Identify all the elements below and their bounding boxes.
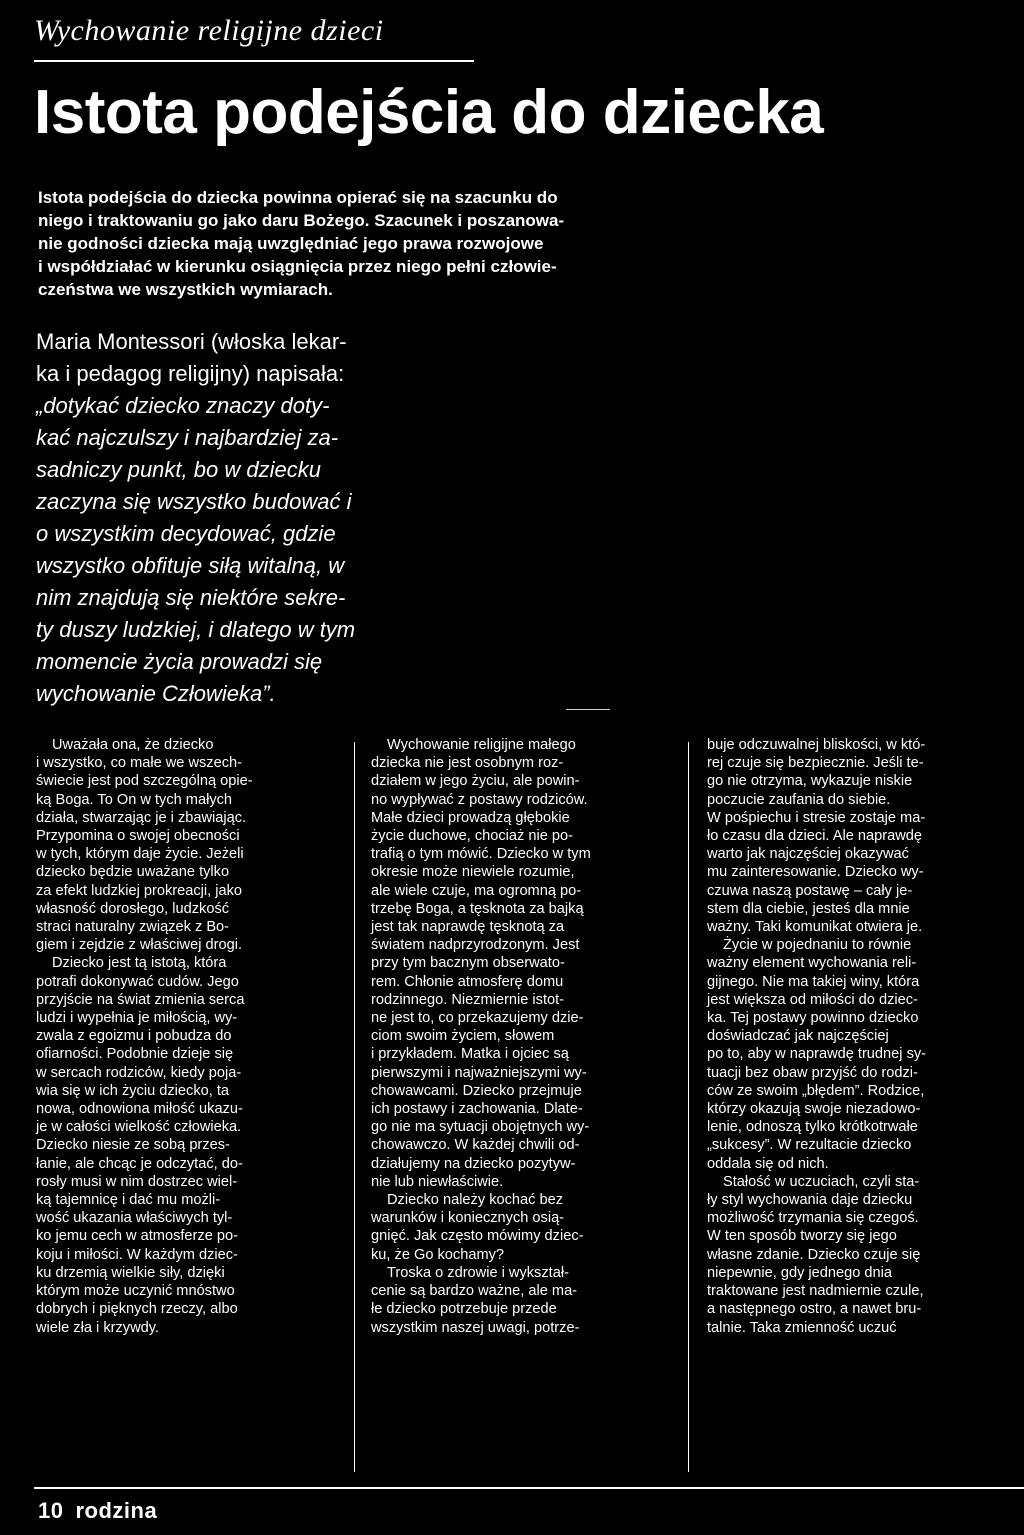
column-line: rej czuje się bezpiecznie. Jeśli te- (707, 755, 924, 772)
column-line: a następnego ostro, a nawet bru- (707, 1301, 922, 1318)
column-line: ich postawy i zachowania. Dlate- (371, 1101, 583, 1118)
column-line: Uważała ona, że dziecko (52, 737, 214, 753)
lead-line: nie godności dziecka mają uwzględniać jego prawa rozwojowe (38, 234, 544, 253)
column-line: tuacji bez obaw przyjść do rodzi- (707, 1064, 918, 1081)
column-line: łanie, ale chcąc je odczytać, do- (36, 1155, 243, 1172)
column-divider (354, 742, 355, 1472)
column-line: możliwość trzymania się czegoś. (707, 1210, 919, 1227)
quote-line: ty duszy ludzkiej, i dlatego w tym (36, 617, 356, 642)
column-line: czuwa naszą postawę – cały je- (707, 882, 913, 899)
quote-line: nim znajdują się niektóre sekre- (36, 585, 346, 610)
column-line: W ten sposób tworzy się jego (707, 1228, 897, 1245)
column-line: je w całości wielkość człowieka. (36, 1119, 242, 1136)
column-line: niepewnie, gdy jednego dnia (707, 1264, 893, 1281)
column-line: warto jak najczęściej okazywać (707, 846, 909, 863)
column-line: rodzinnego. Niezmiernie istot- (371, 991, 565, 1008)
column-line: którzy okazują swoje niezadowo- (707, 1101, 921, 1118)
column-line: gnięć. Jak często mówimy dziec- (371, 1228, 584, 1245)
lead-line: i współdziałać w kierunku osiągnięcia przez niego pełni człowie- (38, 257, 557, 276)
column-line: wość ukazania właściwych tyl- (36, 1210, 233, 1227)
column-line: działa, stwarzając je i zbawiając. (36, 809, 247, 826)
column-line: Wychowanie religijne małego (387, 737, 576, 753)
column-line: własne zdanie. Dziecko czuje się (707, 1246, 921, 1263)
column-line: ofiarności. Podobnie dzieje się (36, 1046, 234, 1063)
column-line: poczucie zaufania do siebie. (707, 791, 891, 808)
column-line: przyjście na świat zmienia serca (36, 991, 245, 1008)
column-line: i wszystko, co małe we wszech- (36, 755, 242, 772)
footer-rule (34, 1487, 1024, 1489)
column-line: ne jest to, co przekazujemy dzie- (371, 1010, 584, 1027)
column-line: własność dorosłego, ludzkość (36, 900, 230, 917)
column-line: zwala z egoizmu i pobudza do (36, 1028, 232, 1045)
column-line: po to, aby w naprawdę trudnej sy- (707, 1046, 927, 1063)
quote-line: kać najczulszy i najbardziej za- (36, 425, 339, 450)
column-line: W pośpiechu i stresie zostaje ma- (707, 809, 926, 826)
column-line: potrafi dokonywać cudów. Jego (36, 973, 239, 990)
column-line: oddala się od nich. (707, 1155, 829, 1172)
column-line: no wypływać z postawy rodziców. (371, 791, 588, 808)
column-line: działem w jego życiu, ale powin- (371, 773, 580, 790)
column-line: „sukcesy”. W rezultacie dziecko (707, 1137, 912, 1154)
column-line: jest większa od miłości do dziec- (707, 991, 918, 1008)
column-line: wia się w ich życiu dziecko, ta (36, 1082, 230, 1099)
column-line: ców ze swoim „błędem”. Rodzice, (707, 1082, 925, 1099)
quote-line: wszystko obfituje siłą witalną, w (36, 553, 345, 578)
section-rule (34, 60, 474, 62)
quote-end-rule (566, 709, 610, 710)
column-line: ku drzemią wielkie siły, dzięki (36, 1264, 225, 1281)
column-line: świecie jest pod szczególną opie- (36, 773, 253, 790)
column-line: ły styl wychowania daje dziecku (707, 1192, 913, 1209)
column-line: życie duchowe, chociaż nie po- (371, 828, 573, 845)
column-line: trafią o tym mówić. Dziecko w tym (371, 846, 591, 863)
quote-line: „dotykać dziecko znaczy doty- (36, 393, 330, 418)
headline: Istota podejścia do dziecka (34, 78, 824, 147)
column-line: ko jemu cech w atmosferze po- (36, 1228, 238, 1245)
magazine-name: rodzina (75, 1498, 158, 1523)
column-line: za efekt ludzkiej prokreacji, jako (36, 882, 243, 899)
column-2 (371, 736, 671, 1337)
column-line: nie lub niewłaściwie. (371, 1173, 504, 1190)
column-1 (36, 736, 336, 1337)
column-line: ale wiele czuje, ma ogromną po- (371, 882, 582, 899)
column-line: działujemy na dziecko pozytyw- (371, 1155, 576, 1172)
column-line: chowawcami. Dziecko przejmuje (371, 1082, 582, 1099)
column-line: giem i zejdzie z właściwej drogi. (36, 937, 243, 954)
pull-quote (36, 326, 426, 710)
column-line: dziecka nie jest osobnym roz- (371, 755, 564, 772)
column-line: talnie. Taka zmienność uczuć (707, 1319, 897, 1336)
lead-paragraph (38, 186, 1008, 301)
column-line: którym może uczynić mnóstwo (36, 1283, 235, 1300)
quote-line: zaczyna się wszystko budować i (36, 489, 352, 514)
column-line: Troska o zdrowie i wykształ- (387, 1264, 569, 1281)
column-line: w tych, którym daje życie. Jeżeli (36, 846, 244, 863)
column-line: i przykładem. Matka i ojciec są (371, 1046, 569, 1063)
column-line: buje odczuwalnej bliskości, w któ- (707, 737, 926, 753)
column-line: doświadczać jak najczęściej (707, 1028, 889, 1045)
column-line: go nie otrzyma, wykazuje niskie (707, 773, 913, 790)
column-line: łe dziecko potrzebuje przede (371, 1301, 557, 1318)
column-line: dziecko będzie uważane tylko (36, 864, 230, 881)
column-line: ło czasu dla dzieci. Ale naprawdę (707, 828, 922, 845)
column-line: Stałość w uczuciach, czyli sta- (723, 1173, 920, 1190)
quote-line: wychowanie Człowieka”. (36, 681, 276, 706)
column-line: lenie, odnoszą tylko krótkotrwałe (707, 1119, 918, 1136)
column-line: jest tak naprawdę tęsknotą za (371, 919, 565, 936)
column-divider (688, 742, 689, 1472)
column-line: Dziecko jest tą istotą, która (52, 955, 227, 972)
quote-line: momencie życia prowadzi się (36, 649, 323, 674)
page-number: 10 (38, 1498, 64, 1523)
column-line: ka. Tej postawy powinno dziecko (707, 1010, 919, 1027)
column-line: wszystkim naszej uwagi, potrze- (371, 1319, 580, 1336)
column-line: wiele zła i krzywdy. (36, 1319, 159, 1336)
column-line: ką Boga. To On w tych małych (36, 791, 233, 808)
column-line: chowawczo. W każdej chwili od- (371, 1137, 580, 1154)
column-line: w sercach rodziców, kiedy poja- (36, 1064, 242, 1081)
column-line: cenie są bardzo ważne, ale ma- (371, 1283, 578, 1300)
quote-line: o wszystkim decydować, gdzie (36, 521, 336, 546)
column-line: Dziecko niesie ze sobą przes- (36, 1137, 230, 1154)
column-line: Dziecko należy kochać bez (387, 1192, 564, 1209)
column-line: dobrych i pięknych rzeczy, albo (36, 1301, 238, 1318)
column-line: Przypomina o swojej obecności (36, 828, 240, 845)
section-label: Wychowanie religijne dzieci (34, 14, 384, 47)
quote-line: ka i pedagog religijny) napisała: (36, 361, 345, 386)
column-3 (707, 736, 1007, 1337)
column-line: pierwszymi i najważniejszymi wy- (371, 1064, 587, 1081)
column-line: stem dla ciebie, jesteś dla mnie (707, 900, 910, 917)
column-line: okresie może niewiele rozumie, (371, 864, 575, 881)
column-line: przy tym bacznym obserwato- (371, 955, 565, 972)
column-line: traktowane jest nadmiernie czule, (707, 1283, 924, 1300)
column-line: ku, że Go kochamy? (371, 1246, 505, 1263)
column-line: straci naturalny związek z Bo- (36, 919, 230, 936)
column-line: go nie ma sytuacji obojętnych wy- (371, 1119, 590, 1136)
quote-line: sadniczy punkt, bo w dziecku (36, 457, 321, 482)
column-line: rosły musi w nim dostrzec wiel- (36, 1173, 238, 1190)
quote-line: Maria Montessori (włoska lekar- (36, 329, 347, 354)
column-line: światem nadprzyrodzonym. Jest (371, 937, 580, 954)
footer (38, 1498, 157, 1524)
column-line: ludzi i wypełnia je miłością, wy- (36, 1010, 238, 1027)
column-line: warunków i koniecznych osią- (371, 1210, 565, 1227)
column-line: ważny element wychowania reli- (707, 955, 917, 972)
column-line: rem. Chłonie atmosferę domu (371, 973, 564, 990)
lead-line: Istota podejścia do dziecka powinna opierać się na szacunku do (38, 188, 558, 207)
column-line: trzebę Boga, a tęsknota za bajką (371, 900, 584, 917)
lead-line: niego i traktowaniu go jako daru Bożego. Szacunek i poszanowa- (38, 211, 565, 230)
column-line: ką tajemnicę i dać mu możli- (36, 1192, 221, 1209)
column-line: ciom swoim życiem, słowem (371, 1028, 555, 1045)
column-line: mu zainteresowanie. Dziecko wy- (707, 864, 924, 881)
column-line: gijnego. Nie ma takiej winy, która (707, 973, 920, 990)
column-line: Małe dzieci prowadzą głębokie (371, 809, 570, 826)
lead-line: czeństwa we wszystkich wymiarach. (38, 280, 333, 299)
column-line: ważny. Taki komunikat otwiera je. (707, 919, 923, 936)
column-line: koju i miłości. W każdym dziec- (36, 1246, 238, 1263)
column-line: nowa, odnowiona miłość ukazu- (36, 1101, 243, 1118)
column-line: Życie w pojednaniu to równie (723, 937, 912, 954)
